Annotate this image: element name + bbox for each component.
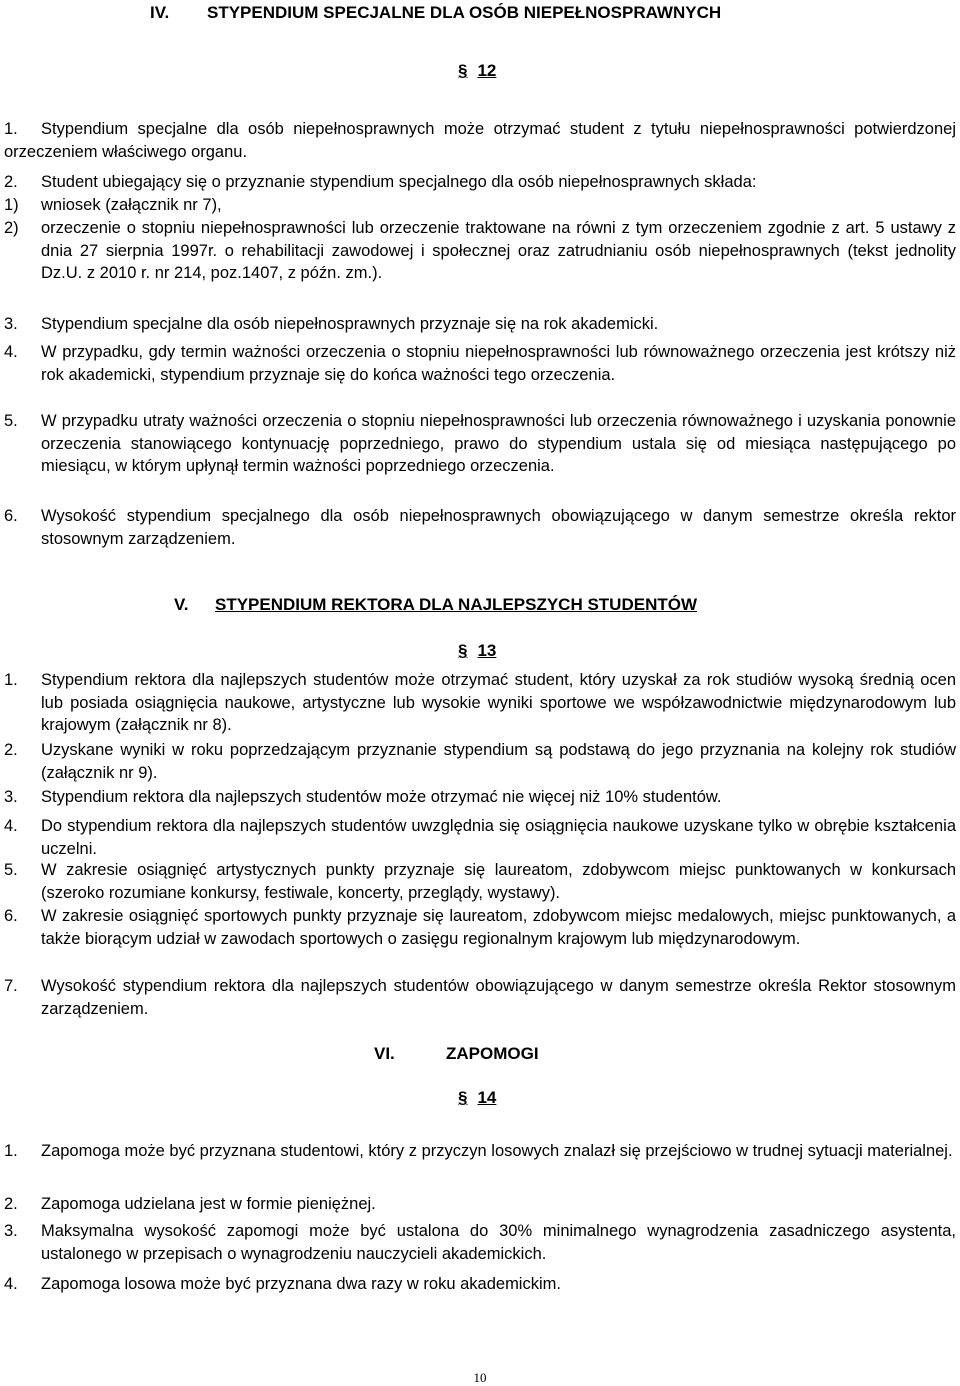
item-number: 3. <box>4 788 18 806</box>
sub-item-text: orzeczenie o stopniu niepełnosprawności lub orzeczenie traktowane na równi z tym orzeczeniem zgodnie z art. 5 ustawy z dnia 27 sierpnia 1997r. o rehabilitacji zawodowej i społecznej oraz zatrudnianiu osób niepełnosprawnych (tekst jednolity Dz.U. z 2010 r. nr 214, poz.1407, z późn. zm.). <box>41 219 956 282</box>
item-number: 1. <box>4 1142 18 1160</box>
list-item <box>4 505 956 550</box>
paragraph-marker-14 <box>458 1087 496 1109</box>
item-text: Zapomoga losowa może być przyznana dwa razy w roku akademickim. <box>41 1275 561 1293</box>
list-item <box>4 341 956 386</box>
item-number: 3. <box>4 1222 18 1240</box>
paragraph-marker-12 <box>458 60 496 82</box>
list-item <box>4 859 956 904</box>
item-number: 4. <box>4 1275 18 1293</box>
paragraph-number: 13 <box>477 641 497 660</box>
list-item <box>4 1140 956 1163</box>
section-heading-v <box>174 594 697 616</box>
item-text: Zapomoga może być przyznana studentowi, który z przyczyn losowych znalazł się przejściowo w trudnej sytuacji materialnej. <box>41 1142 953 1160</box>
item-number: 4. <box>4 343 18 361</box>
item-text: Stypendium specjalne dla osób niepełnosprawnych może otrzymać student z tytułu niepełnosprawności potwierdzonej orzeczeniem właściwego organu. <box>4 120 956 161</box>
item-number: 7. <box>4 977 18 995</box>
section-numeral: V. <box>174 595 189 614</box>
item-text: Zapomoga udzielana jest w formie pieniężnej. <box>41 1195 376 1213</box>
page-number: 10 <box>473 1370 487 1385</box>
section-title: STYPENDIUM SPECJALNE DLA OSÓB NIEPEŁNOSPRAWNYCH <box>207 3 722 22</box>
item-number: 5. <box>4 861 18 879</box>
item-number: 3. <box>4 315 18 333</box>
item-text: Stypendium rektora dla najlepszych studentów może otrzymać nie więcej niż 10% studentów. <box>41 788 722 806</box>
section-title: STYPENDIUM REKTORA DLA NAJLEPSZYCH STUDENTÓW <box>215 595 698 614</box>
item-text: W zakresie osiągnięć sportowych punkty przyznaje się laureatom, zdobywcom miejsc medalowych, miejsc punktowanych, a także biorącym udział w zawodach sportowych o zasięgu regionalnym krajowym lub międzynarodowym. <box>41 907 956 948</box>
sub-item-text: wniosek (załącznik nr 7), <box>41 196 222 214</box>
item-number: 2. <box>4 1195 18 1213</box>
item-number: 4. <box>4 817 18 835</box>
paragraph-number: 14 <box>477 1088 497 1107</box>
paragraph-symbol: § <box>458 61 468 80</box>
paragraph-marker-13 <box>458 640 496 662</box>
item-text: W zakresie osiągnięć artystycznych punkty przyznaje się laureatom, zdobywcom miejsc punktowanych w konkursach (szeroko rozumiane konkursy, festiwale, koncerty, przeglądy, wystawy). <box>41 861 956 902</box>
item-text: Stypendium specjalne dla osób niepełnosprawnych przyznaje się na rok akademicki. <box>41 315 659 333</box>
list-item <box>4 1220 956 1265</box>
item-text: Maksymalna wysokość zapomogi może być ustalona do 30% minimalnego wynagrodzenia zasadniczego asystenta, ustalonego w przepisach o wynagrodzeniu nauczycieli akademickich. <box>41 1222 956 1263</box>
list-item <box>4 171 956 194</box>
item-text: Do stypendium rektora dla najlepszych studentów uwzględnia się osiągnięcia naukowe uzyskane tylko w obrębie kształcenia uczelni. <box>41 817 956 858</box>
list-item <box>4 815 956 860</box>
paragraph-symbol: § <box>458 641 468 660</box>
item-number: 5. <box>4 412 18 430</box>
list-item <box>4 786 956 809</box>
sub-item-number: 2) <box>4 219 19 237</box>
item-number: 6. <box>4 507 18 525</box>
item-number: 1. <box>4 120 18 138</box>
section-numeral: VI. <box>374 1044 395 1063</box>
list-item <box>4 975 956 1020</box>
list-item <box>4 118 956 163</box>
list-item <box>4 739 956 784</box>
item-text: W przypadku, gdy termin ważności orzeczenia o stopniu niepełnosprawności lub równoważnego orzeczenia jest krótszy niż rok akademicki, stypendium przyznaje się do końca ważności tego orzeczenia. <box>41 343 956 384</box>
item-number: 1. <box>4 671 18 689</box>
list-item <box>4 410 956 478</box>
list-item <box>4 1193 956 1216</box>
section-heading-iv <box>150 2 721 24</box>
item-number: 2. <box>4 173 18 191</box>
list-item <box>4 669 956 737</box>
section-numeral: IV. <box>150 3 170 22</box>
item-text: Wysokość stypendium specjalnego dla osób niepełnosprawnych obowiązującego w danym semestrze określa rektor stosownym zarządzeniem. <box>41 507 956 548</box>
item-text: Student ubiegający się o przyznanie stypendium specjalnego dla osób niepełnosprawnych składa: <box>41 173 757 191</box>
list-item <box>4 1273 956 1296</box>
item-text: W przypadku utraty ważności orzeczenia o stopniu niepełnosprawności lub orzeczenia równoważnego i uzyskania ponownie orzeczenia stanowiącego kontynuację poprzedniego, prawo do stypendium ustala się od miesiąca następującego po miesiącu, w którym upłynął termin ważności poprzedniego orzeczenia. <box>41 412 956 475</box>
list-item <box>4 313 956 336</box>
section-title: ZAPOMOGI <box>446 1044 539 1063</box>
item-number: 2. <box>4 741 18 759</box>
paragraph-symbol: § <box>458 1088 468 1107</box>
list-item <box>4 905 956 950</box>
paragraph-number: 12 <box>477 61 497 80</box>
item-number: 6. <box>4 907 18 925</box>
item-text: Stypendium rektora dla najlepszych studentów może otrzymać student, który uzyskał za rok studiów wysoką średnią ocen lub posiada osiągnięcia naukowe, artystyczne lub wysokie wyniki sportowe we współzawodnictwie międzynarodowym lub krajowym (załącznik nr 8). <box>41 671 956 734</box>
sub-item-number: 1) <box>4 196 19 214</box>
item-text: Uzyskane wyniki w roku poprzedzającym przyznanie stypendium są podstawą do jego przyznania na kolejny rok studiów (załącznik nr 9). <box>41 741 956 782</box>
section-heading-vi <box>374 1043 539 1065</box>
item-text: Wysokość stypendium rektora dla najlepszych studentów obowiązującego w danym semestrze określa Rektor stosownym zarządzeniem. <box>41 977 956 1018</box>
sub-item <box>4 217 956 285</box>
